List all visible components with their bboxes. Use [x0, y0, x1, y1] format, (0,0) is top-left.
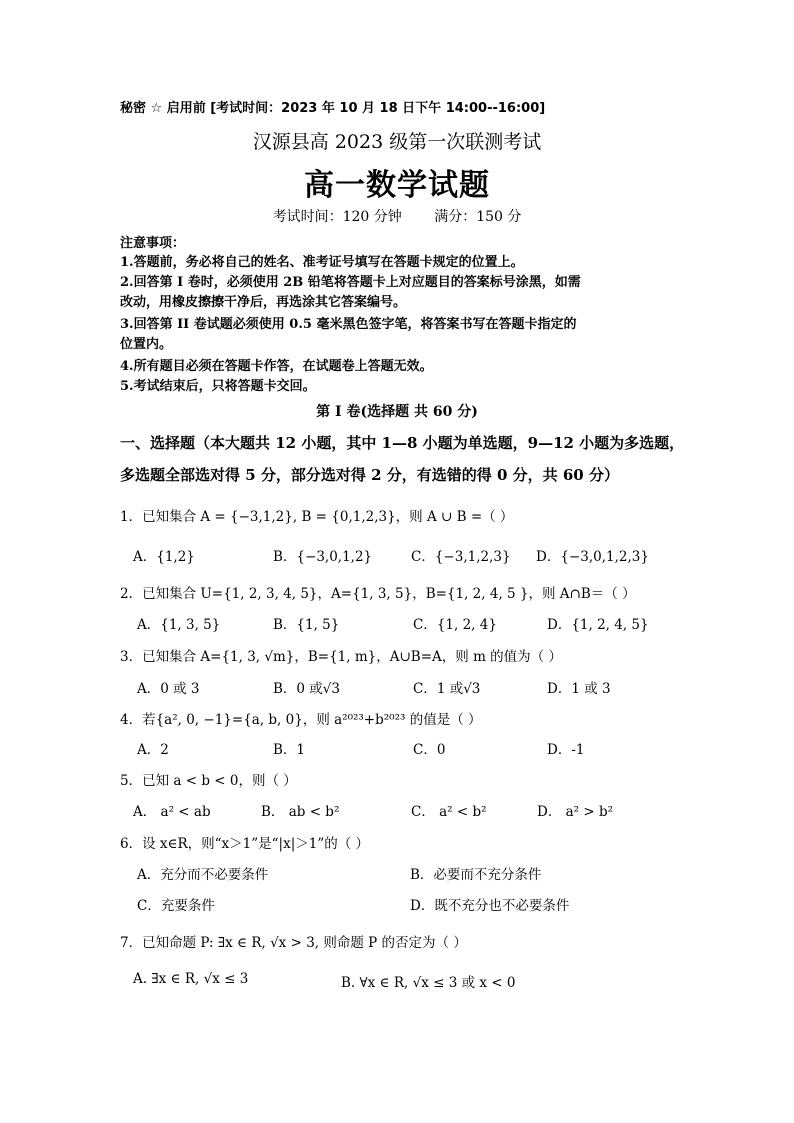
option-d: D． a² > b²: [537, 804, 614, 820]
option-a: A．0 或 3: [137, 681, 200, 697]
notice-item: 5.考试结束后，只将答题卡交回。: [120, 379, 316, 394]
page-title: 高一数学试题: [304, 168, 490, 203]
option-a: A．{1,2}: [133, 549, 195, 565]
option-c: C． a² < b²: [411, 804, 487, 820]
question-stem: 7．已知命题 P: ∃x ∈ R, √x > 3, 则命题 P 的否定为（ ）: [120, 935, 467, 951]
notice-item: 2.回答第 I 卷时，必须使用 2B 铅笔将答题卡上对应题目的答案标号涂黑，如需: [120, 275, 581, 290]
question-stem: 4．若{a², 0, −1}={a, b, 0}，则 a²⁰²³+b²⁰²³ 的值是（ ）: [120, 712, 482, 728]
notice-heading: 注意事项：: [120, 236, 186, 251]
secret-header: 秘密 ☆ 启用前 [考试时间：2023 年 10 月 18 日下午 14:00--16:00]: [120, 101, 546, 116]
option-a: A． a² < ab: [133, 804, 211, 820]
exam-meta: [0, 206, 794, 226]
option-b: B．{−3,0,1,2}: [273, 549, 373, 565]
question-stem: 5．已知 a < b < 0，则（ ）: [120, 773, 297, 789]
part-instruction: 多选题全部选对得 5 分，部分选对得 2 分，有选错的得 0 分，共 60 分）: [120, 466, 619, 484]
part-instruction: 一、选择题（本大题共 12 小题，其中 1—8 小题为单选题，9—12 小题为多选题，: [120, 434, 685, 452]
section-title: 第 I 卷(选择题 共 60 分): [316, 404, 478, 420]
option-d: D．-1: [547, 742, 585, 758]
question-stem: 2．已知集合 U={1, 2, 3, 4, 5}，A={1, 3, 5}，B={1, 2, 4, 5 }，则 A∩B＝（ ）: [120, 586, 636, 602]
notice-item: 1.答题前，务必将自己的姓名、准考证号填写在答题卡规定的位置上。: [120, 255, 524, 270]
option-d: D．1 或 3: [547, 681, 611, 697]
option-b: B．1: [273, 742, 306, 758]
exam-score: 满分：150 分: [434, 209, 522, 225]
notice-item: 位置内。: [120, 337, 173, 352]
option-b: B. ∀x ∈ R, √x ≤ 3 或 x < 0: [341, 975, 516, 991]
question-stem: 1．已知集合 A = {−3,1,2}, B = {0,1,2,3}，则 A ∪ B =（ ）: [120, 509, 514, 525]
option-c: C．{1, 2, 4}: [413, 617, 497, 633]
option-d: D．{−3,0,1,2,3}: [536, 549, 649, 565]
notice-item: 3.回答第 II 卷试题必须使用 0.5 毫米黑色签字笔，将答案书写在答题卡指定的: [120, 317, 577, 332]
option-b: B．0 或√3: [273, 681, 340, 697]
option-b: B．必要而不充分条件: [410, 867, 542, 883]
option-a: A．2: [137, 742, 169, 758]
option-c: C．1 或√3: [413, 681, 481, 697]
option-a: A．充分而不必要条件: [137, 867, 269, 883]
option-d: D．既不充分也不必要条件: [410, 898, 570, 914]
option-c: C．充要条件: [137, 898, 215, 914]
question-stem: 6．设 x∈R，则“x＞1”是“|x|＞1”的（ ）: [120, 836, 370, 852]
notice-item: 4.所有题目必须在答题卡作答，在试题卷上答题无效。: [120, 359, 433, 374]
question-stem: 3．已知集合 A={1, 3, √m}，B={1, m}，A∪B=A，则 m 的值为（ ）: [120, 649, 562, 665]
notice-item: 改动，用橡皮擦擦干净后，再选涂其它答案编号。: [120, 295, 407, 310]
school-title: 汉源县高 2023 级第一次联测考试: [252, 131, 542, 153]
option-b: B． ab < b²: [261, 804, 340, 820]
option-b: B．{1, 5}: [273, 617, 340, 633]
option-d: D．{1, 2, 4, 5}: [547, 617, 649, 633]
option-a: A. ∃x ∈ R, √x ≤ 3: [133, 971, 249, 987]
option-c: C．{−3,1,2,3}: [411, 549, 511, 565]
option-c: C．0: [413, 742, 446, 758]
exam-time: 考试时间：120 分钟: [272, 209, 402, 225]
option-a: A．{1, 3, 5}: [137, 617, 221, 633]
